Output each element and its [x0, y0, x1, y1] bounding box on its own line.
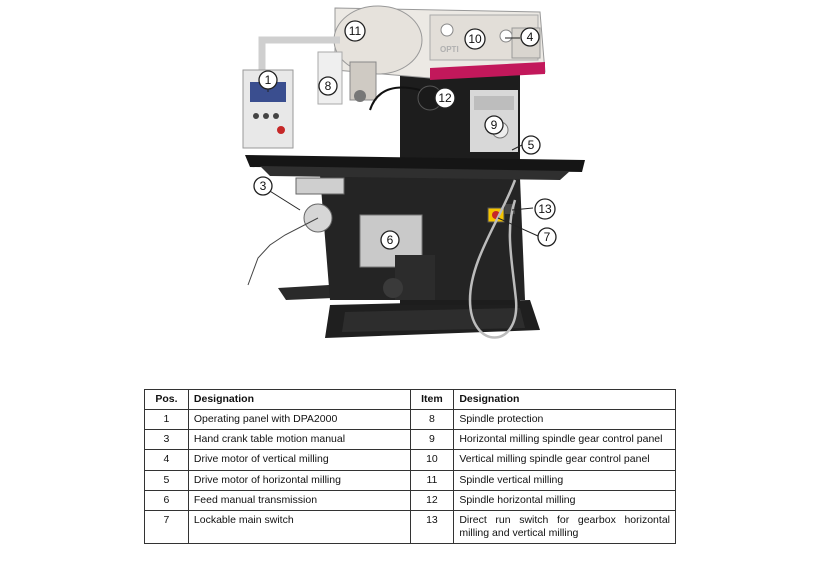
callout-1 [259, 71, 277, 89]
cell-designation-right: Direct run switch for gearbox horizontal milling and vertical milling [454, 510, 676, 543]
callout-10 [465, 29, 485, 49]
table-row [145, 450, 676, 470]
svg-text:8: 8 [324, 79, 332, 93]
cell-designation-left: Lockable main switch [188, 510, 410, 543]
panel-button [263, 113, 269, 119]
svg-text:10: 10 [468, 32, 482, 46]
callout-7 [538, 228, 556, 246]
cell-pos: 3 [145, 430, 189, 450]
cell-pos: 1 [145, 410, 189, 430]
cell-designation-right: Horizontal milling spindle gear control panel [454, 430, 676, 450]
gear-panel-label [474, 96, 514, 110]
svg-text:13: 13 [538, 202, 552, 216]
svg-text:7: 7 [543, 230, 551, 244]
cell-designation-right: Vertical milling spindle gear control panel [454, 450, 676, 470]
panel-button [253, 113, 259, 119]
svg-text:12: 12 [438, 91, 452, 105]
cell-designation-right: Spindle horizontal milling [454, 490, 676, 510]
header-designation-left: Designation [188, 390, 410, 410]
cell-pos: 7 [145, 510, 189, 543]
cell-item: 9 [410, 430, 454, 450]
table-row [145, 430, 676, 450]
cell-designation-left: Drive motor of horizontal milling [188, 470, 410, 490]
brand-mark: OPTI [440, 45, 459, 54]
callout-11 [345, 21, 365, 41]
coolant-arm [262, 40, 340, 52]
svg-text:1: 1 [264, 73, 272, 87]
cell-item: 8 [410, 410, 454, 430]
callout-4 [521, 28, 539, 46]
header-pos: Pos. [145, 390, 189, 410]
svg-text:3: 3 [259, 179, 267, 193]
cell-designation-left: Drive motor of vertical milling [188, 450, 410, 470]
head-knob-left [441, 24, 453, 36]
table-row [145, 410, 676, 430]
base-recess [342, 308, 525, 332]
cell-item: 11 [410, 470, 454, 490]
feed-motor-end [383, 278, 403, 298]
svg-text:6: 6 [386, 233, 394, 247]
callout-8 [319, 77, 337, 95]
parts-table [144, 389, 676, 544]
cell-designation-left: Operating panel with DPA2000 [188, 410, 410, 430]
cell-designation-left: Hand crank table motion manual [188, 430, 410, 450]
crank-handle [248, 218, 318, 285]
svg-text:11: 11 [348, 24, 362, 38]
table-row [145, 490, 676, 510]
callout-6 [381, 231, 399, 249]
callout-5 [522, 136, 540, 154]
table-row [145, 510, 676, 543]
cell-pos: 5 [145, 470, 189, 490]
callout-13 [535, 199, 555, 219]
svg-text:5: 5 [527, 138, 535, 152]
header-item: Item [410, 390, 454, 410]
table-lead-screw-housing [296, 178, 344, 194]
cell-pos: 4 [145, 450, 189, 470]
head-knob-right [500, 30, 512, 42]
panel-button [273, 113, 279, 119]
cell-designation-right: Spindle vertical milling [454, 470, 676, 490]
spindle-nose [354, 90, 366, 102]
cell-designation-right: Spindle protection [454, 410, 676, 430]
table-header-row [145, 390, 676, 410]
cell-item: 12 [410, 490, 454, 510]
callout-9 [485, 116, 503, 134]
cell-designation-left: Feed manual transmission [188, 490, 410, 510]
svg-text:9: 9 [490, 118, 498, 132]
callout-12 [435, 88, 455, 108]
cell-item: 10 [410, 450, 454, 470]
emergency-stop [277, 126, 285, 134]
callout-3 [254, 177, 272, 195]
svg-text:4: 4 [526, 30, 534, 44]
header-designation-right: Designation [454, 390, 676, 410]
table-row [145, 470, 676, 490]
cell-item: 13 [410, 510, 454, 543]
cell-pos: 6 [145, 490, 189, 510]
vertical-spindle-head-11 [334, 6, 422, 74]
